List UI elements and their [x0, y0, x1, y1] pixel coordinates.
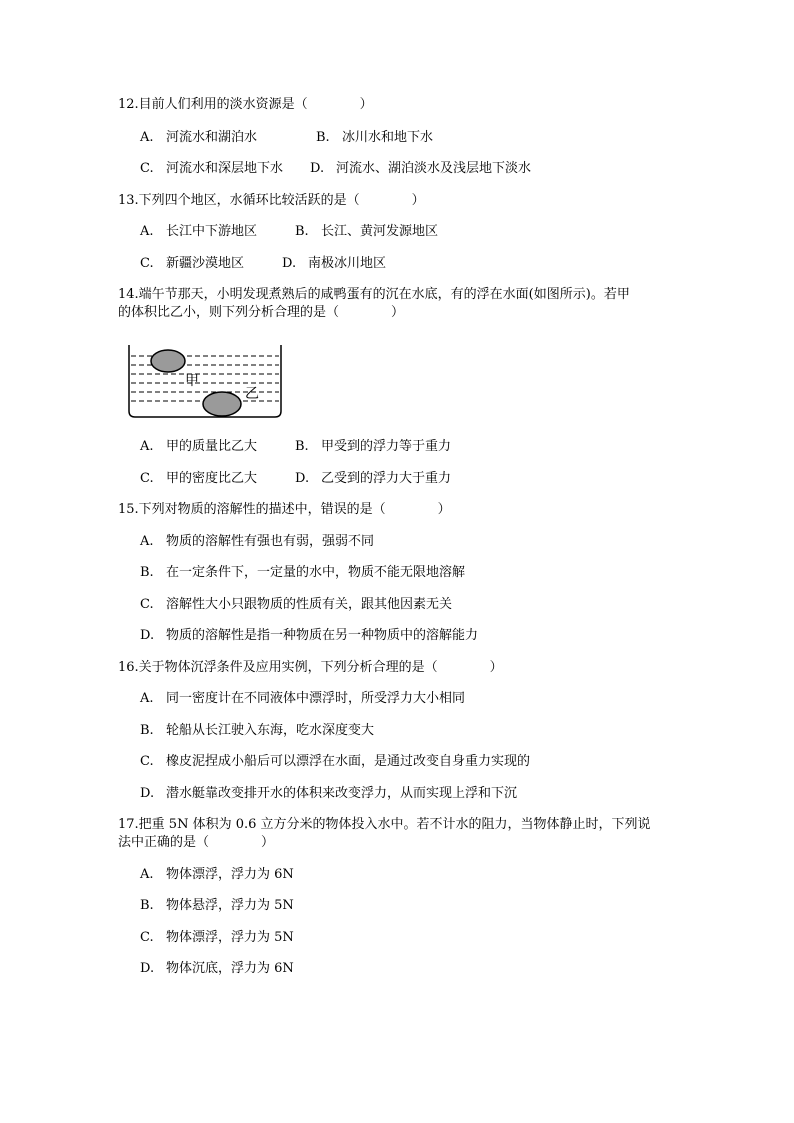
question-16-option-b [140, 722, 374, 739]
option-letter: D. [282, 256, 297, 271]
option-letter: A. [140, 867, 154, 882]
option-text: 同一密度计在不同液体中漂浮时，所受浮力大小相同 [166, 691, 466, 706]
question-15-option-a [140, 533, 374, 550]
option-text: 乙受到的浮力大于重力 [321, 471, 452, 486]
question-14-option-c [140, 470, 257, 487]
label-yi: 乙 [245, 386, 259, 402]
option-text: 河流水和湖泊水 [166, 130, 258, 145]
option-text: 南极冰川地区 [308, 256, 387, 271]
option-letter: C. [140, 256, 154, 271]
question-17-option-c [140, 929, 294, 946]
question-15-stem: 15.下列对物质的溶解性的描述中，错误的是（ ） [118, 502, 451, 517]
option-letter: B. [140, 723, 154, 738]
option-text: 在一定条件下，一定量的水中，物质不能无限地溶解 [166, 565, 466, 580]
question-14-stem-line2: 的体积比乙小，则下列分析合理的是（ ） [118, 305, 405, 320]
option-text: 甲的质量比乙大 [166, 439, 258, 454]
option-text: 溶解性大小只跟物质的性质有关，跟其他因素无关 [166, 597, 453, 612]
option-letter: A. [140, 439, 154, 454]
question-14-option-d [295, 470, 451, 487]
option-letter: D. [140, 628, 155, 643]
option-text: 橡皮泥捏成小船后可以漂浮在水面，是通过改变自身重力实现的 [166, 754, 531, 769]
option-letter: C. [140, 161, 154, 176]
question-12-option-d [310, 160, 531, 177]
option-letter: D. [140, 961, 155, 976]
option-letter: C. [140, 471, 154, 486]
option-letter: D. [295, 471, 310, 486]
question-12-option-a [140, 129, 257, 146]
question-17-stem-line1: 17.把重 5N 体积为 0.6 立方分米的物体投入水中。若不计水的阻力，当物体静止时，下列说 [118, 817, 651, 832]
option-text: 潜水艇靠改变排开水的体积来改变浮力，从而实现上浮和下沉 [166, 786, 518, 801]
question-15-option-c [140, 596, 452, 613]
question-15-option-d [140, 627, 478, 644]
question-14-option-a [140, 438, 257, 455]
question-12-option-b [316, 129, 433, 146]
option-letter: B. [316, 130, 330, 145]
option-text: 物体漂浮，浮力为 6N [166, 867, 294, 882]
option-text: 物质的溶解性是指一种物质在另一种物质中的溶解能力 [166, 628, 479, 643]
option-letter: B. [140, 898, 154, 913]
egg-jia [151, 350, 185, 372]
question-14-stem-line1: 14.端午节那天，小明发现煮熟后的咸鸭蛋有的沉在水底，有的浮在水面(如图所示)。若甲 [118, 287, 630, 302]
option-letter: B. [295, 439, 309, 454]
option-text: 新疆沙漠地区 [166, 256, 245, 271]
option-text: 甲受到的浮力等于重力 [321, 439, 452, 454]
option-text: 物体沉底，浮力为 6N [166, 961, 294, 976]
option-text: 物质的溶解性有强也有弱，强弱不同 [166, 534, 375, 549]
option-letter: D. [140, 786, 155, 801]
question-15-option-b [140, 564, 465, 581]
option-letter: B. [140, 565, 154, 580]
option-text: 冰川水和地下水 [342, 130, 434, 145]
option-text: 长江中下游地区 [166, 224, 258, 239]
question-16-option-c [140, 753, 530, 770]
question-17-stem-line2: 法中正确的是（ ） [118, 835, 275, 850]
question-13-option-a [140, 223, 257, 240]
question-13-option-b [295, 223, 438, 240]
question-14-option-b [295, 438, 451, 455]
option-letter: C. [140, 597, 154, 612]
question-12-option-c [140, 160, 283, 177]
option-text: 轮船从长江驶入东海，吃水深度变大 [166, 723, 375, 738]
option-letter: B. [295, 224, 309, 239]
question-16-option-a [140, 690, 465, 707]
question-12-stem: 12.目前人们利用的淡水资源是（ ） [118, 97, 373, 112]
option-letter: C. [140, 930, 154, 945]
option-letter: A. [140, 224, 154, 239]
question-17-option-d [140, 960, 294, 977]
option-letter: C. [140, 754, 154, 769]
egg-container-figure [127, 343, 283, 419]
option-letter: A. [140, 130, 154, 145]
option-text: 河流水、湖泊淡水及浅层地下淡水 [336, 161, 532, 176]
question-16-option-d [140, 785, 517, 802]
question-13-stem: 13.下列四个地区，水循环比较活跃的是（ ） [118, 193, 425, 208]
option-text: 物体悬浮，浮力为 5N [166, 898, 294, 913]
option-text: 长江、黄河发源地区 [321, 224, 439, 239]
egg-yi [203, 392, 241, 416]
option-letter: A. [140, 691, 154, 706]
option-letter: A. [140, 534, 154, 549]
question-17-option-a [140, 866, 294, 883]
question-13-option-c [140, 255, 244, 272]
label-jia: 甲 [185, 373, 199, 389]
question-13-option-d [282, 255, 386, 272]
question-16-stem: 16.关于物体沉浮条件及应用实例，下列分析合理的是（ ） [118, 660, 503, 675]
option-text: 物体漂浮，浮力为 5N [166, 930, 294, 945]
question-17-option-b [140, 897, 294, 914]
option-text: 河流水和深层地下水 [166, 161, 284, 176]
option-text: 甲的密度比乙大 [166, 471, 258, 486]
option-letter: D. [310, 161, 325, 176]
